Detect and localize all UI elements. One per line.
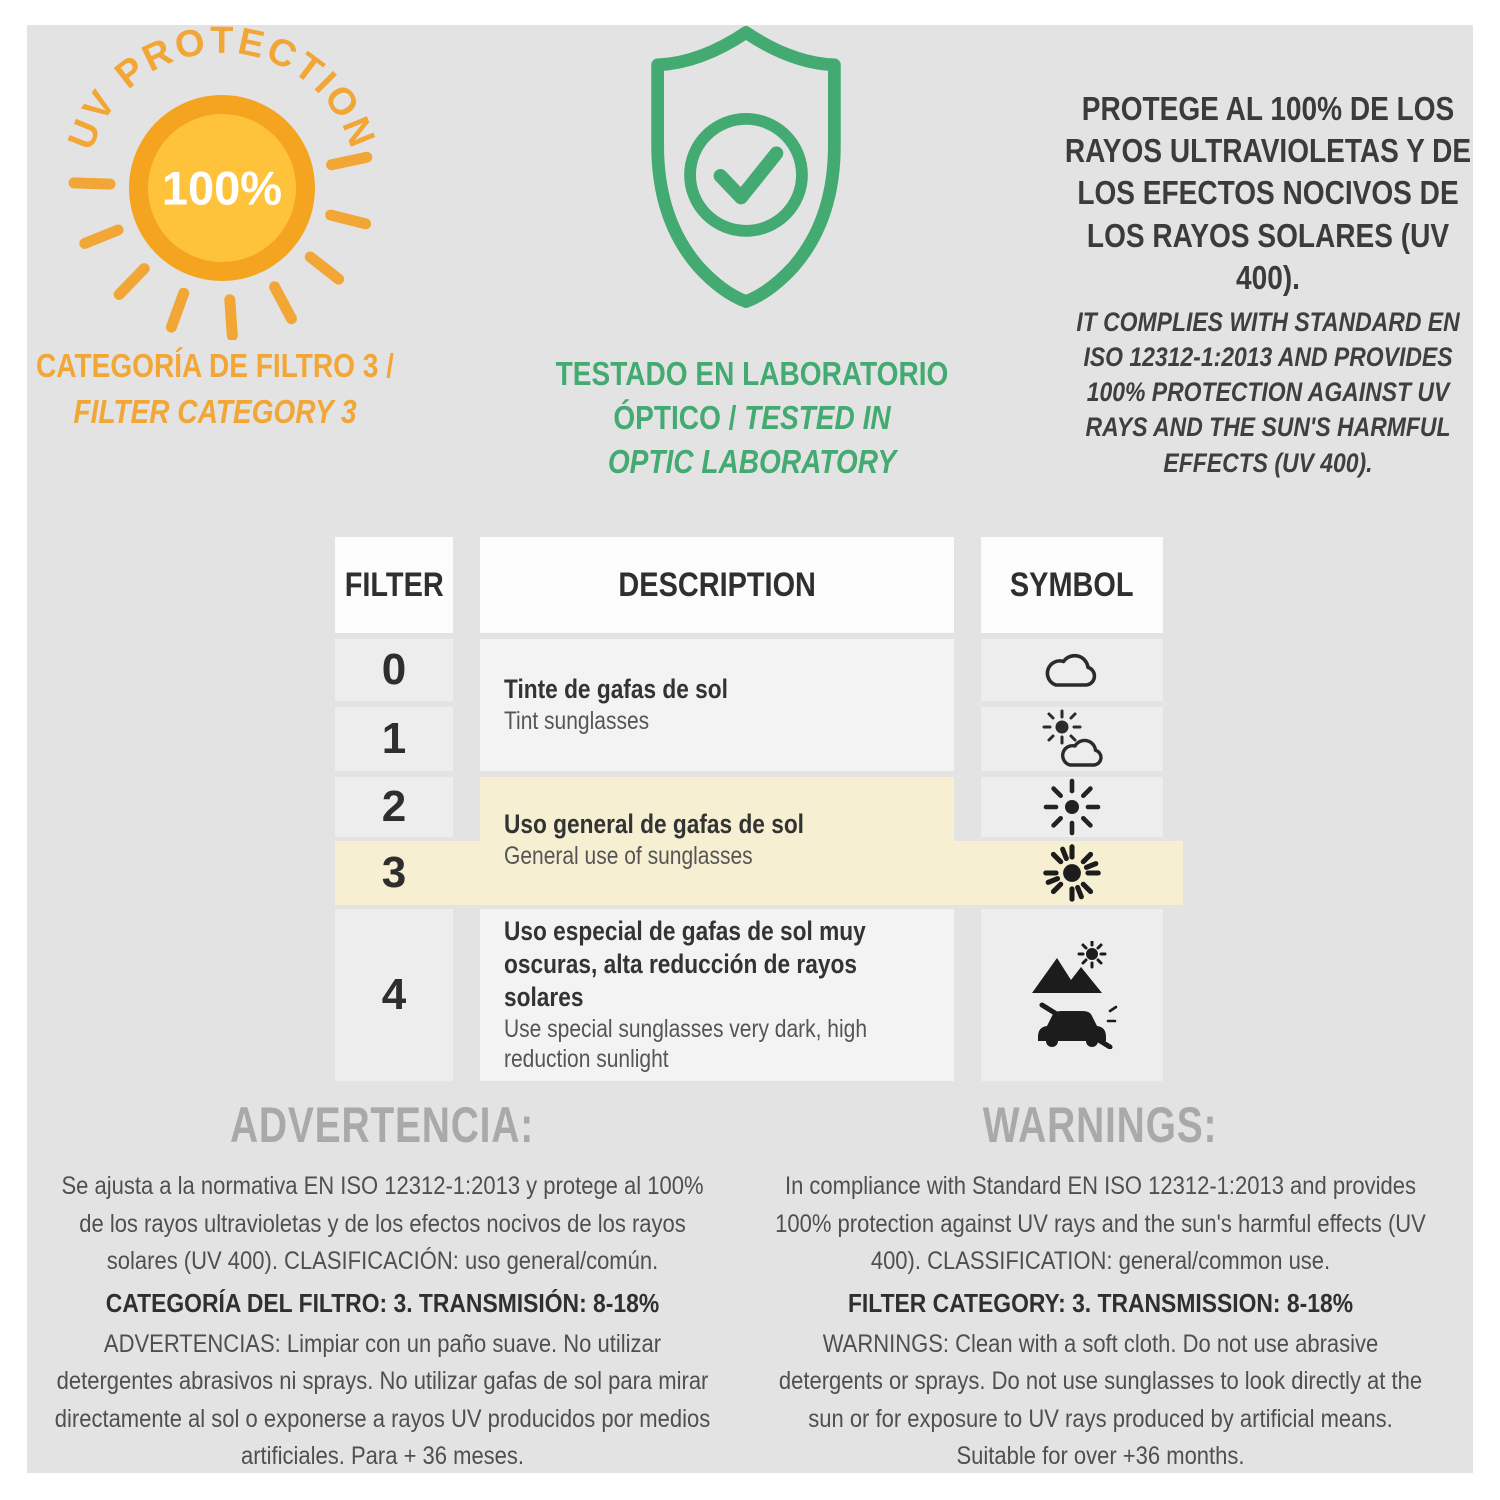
cloud-icon bbox=[1040, 647, 1104, 693]
description-es: Uso general de gafas de sol bbox=[504, 809, 804, 840]
warnings-heading: WARNINGS: bbox=[982, 1097, 1218, 1153]
advertencia-emphasis: CATEGORÍA DEL FILTRO: 3. TRANSMISIÓN: 8-18% bbox=[105, 1287, 660, 1318]
car-crossed-out-icon bbox=[1026, 1001, 1118, 1049]
column-header-symbol: SYMBOL bbox=[981, 537, 1163, 633]
sun-icon bbox=[1043, 778, 1101, 836]
description-cell-general-use bbox=[480, 777, 954, 903]
description-es: Uso especial de gafas de sol muy oscuras, alta reducción de rayos solares bbox=[504, 916, 866, 1012]
filter-number-1: 1 bbox=[335, 707, 453, 771]
uv-protection-sun-icon bbox=[52, 20, 392, 340]
intro-text-en: IT COMPLIES WITH STANDARD EN ISO 12312-1:2013 AND PROVIDES 100% PROTECTION AGAINST UV RAYS AND THE SUN'S HARMFUL EFFECTS (UV 400). bbox=[1076, 307, 1460, 478]
bright-sun-icon bbox=[1040, 843, 1104, 903]
intro-text-es: PROTEGE AL 100% DE LOS RAYOS ULTRAVIOLETAS Y DE LOS EFECTOS NOCIVOS DE LOS RAYOS SOLARES (UV 400). bbox=[1064, 90, 1472, 296]
lab-caption-line2-es: ÓPTICO / bbox=[613, 398, 737, 436]
intro-text-block bbox=[1056, 88, 1481, 481]
filter-category-table bbox=[335, 537, 1163, 1081]
sun-behind-cloud-icon bbox=[1038, 709, 1106, 769]
shield-check-icon bbox=[638, 22, 854, 314]
warnings-emphasis: FILTER CATEGORY: 3. TRANSMISSION: 8-18% bbox=[847, 1287, 1354, 1318]
uv-100-label: 100% bbox=[161, 161, 283, 215]
advertencia-p1: Se ajusta a la normativa EN ISO 12312-1:2013 y protege al 100% de los rayos ultravioletas y de los efectos nocivos de los rayos solares (UV 400). CLASIFICACIÓN: uso general/común. bbox=[61, 1172, 704, 1275]
lab-caption-line1: TESTADO EN LABORATORIO bbox=[555, 355, 949, 392]
symbol-cell-2 bbox=[981, 777, 1163, 837]
uv-arc-text: UV PROTECTION bbox=[60, 20, 384, 156]
lab-tested-caption bbox=[540, 352, 965, 484]
filter-number-2: 2 bbox=[335, 777, 453, 837]
warnings-p2: WARNINGS: Clean with a soft cloth. Do not use abrasive detergents or sprays. Do not use sunglasses to look directly at the sun or for exposure to UV rays produced by artificial means. Suitable for over +36 months. bbox=[778, 1329, 1423, 1470]
description-es: Tinte de gafas de sol bbox=[504, 674, 728, 705]
filter-number-3: 3 bbox=[381, 848, 407, 897]
filter-category-caption-en: FILTER CATEGORY 3 bbox=[73, 392, 357, 430]
description-en: Tint sunglasses bbox=[504, 707, 650, 736]
description-cell-special-use bbox=[480, 909, 954, 1081]
warnings-paragraphs bbox=[773, 1168, 1429, 1476]
lab-caption-line3-en: OPTIC LABORATORY bbox=[607, 442, 897, 480]
symbol-cell-0 bbox=[981, 639, 1163, 701]
filter-number-4: 4 bbox=[335, 909, 453, 1081]
advertencia-heading: ADVERTENCIA: bbox=[229, 1097, 535, 1153]
warnings-p1: In compliance with Standard EN ISO 12312-1:2013 and provides 100% protection against UV rays and the sun's harmful effects (UV 400). CLASSIFICATION: general/common use. bbox=[775, 1172, 1426, 1275]
filter-category-caption bbox=[3, 343, 428, 434]
advertencia-paragraphs bbox=[55, 1168, 711, 1476]
filter-category-caption-es: CATEGORÍA DE FILTRO 3 / bbox=[36, 347, 394, 384]
symbol-cell-3 bbox=[981, 843, 1163, 903]
advertencia-p2: ADVERTENCIAS: Limpiar con un paño suave. No utilizar detergentes abrasivos ni sprays. No utilizar gafas de sol para mirar directamente al sol o exponerse a rayos UV producidos por medios artificiales. Para + 36 meses. bbox=[54, 1329, 711, 1470]
symbol-cell-4 bbox=[981, 909, 1163, 1081]
description-cell-tint bbox=[480, 639, 954, 771]
column-header-description: DESCRIPTION bbox=[480, 537, 954, 633]
mountain-with-sun-icon bbox=[1030, 941, 1114, 995]
symbol-cell-1 bbox=[981, 707, 1163, 771]
column-header-filter: FILTER bbox=[335, 537, 453, 633]
lab-caption-line2-en: TESTED IN bbox=[744, 398, 891, 436]
filter-number-0: 0 bbox=[335, 639, 453, 701]
description-en: Use special sunglasses very dark, high reduction sunlight bbox=[504, 1014, 868, 1074]
description-en: General use of sunglasses bbox=[504, 842, 753, 871]
